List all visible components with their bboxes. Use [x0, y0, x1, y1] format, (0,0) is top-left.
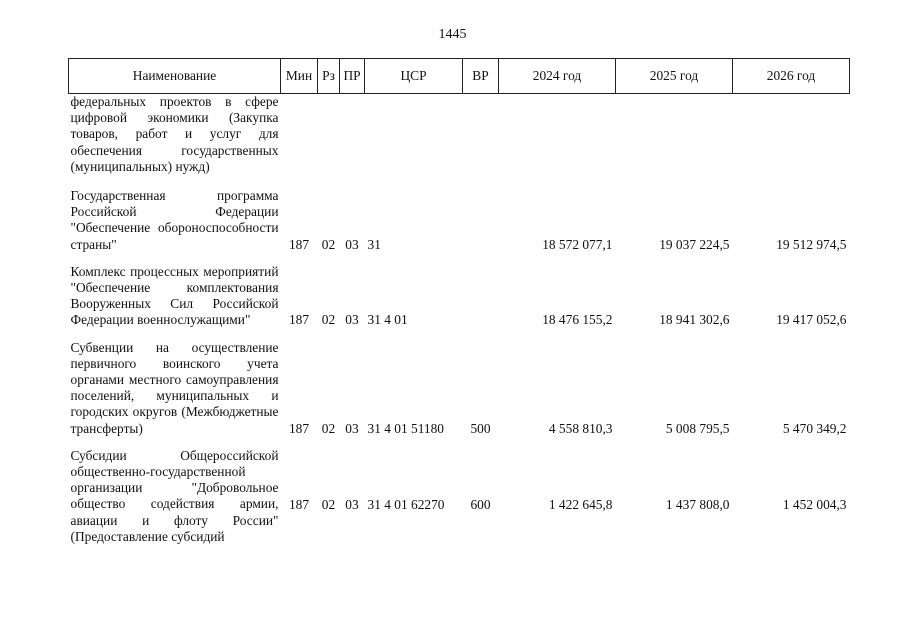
row-csr — [365, 94, 463, 186]
row-2026: 1 452 004,3 — [782, 496, 847, 512]
page-number: 1445 — [438, 27, 467, 42]
header-2026: 2026 год — [733, 59, 850, 94]
row-csr: 31 4 01 — [367, 312, 408, 328]
row-pr — [340, 94, 365, 186]
row-2025: 19 037 224,5 — [659, 236, 730, 252]
row-2024: 18 476 155,2 — [542, 312, 613, 328]
row-min: 187 — [288, 420, 310, 436]
row-min: 187 — [288, 312, 310, 328]
row-min: 187 — [288, 496, 310, 512]
row-2026 — [733, 94, 850, 186]
header-csr: ЦСР — [365, 59, 463, 94]
row-csr: 31 4 01 62270 — [367, 496, 445, 512]
row-pr: 03 — [345, 312, 359, 328]
row-name: Государственная программа Российской Федерации "Обеспечение обороноспособности страны" — [70, 188, 279, 252]
table-row — [69, 94, 850, 186]
row-name: Субсидии Общероссийской общественно-государственной организации "Добровольное общество содействия армии, авиации и флоту России" (Предоставление субсидий — [70, 447, 279, 544]
row-2025 — [616, 94, 733, 186]
row-min — [281, 94, 318, 186]
row-2026: 19 417 052,6 — [776, 312, 847, 328]
row-name: Комплекс процессных мероприятий "Обеспечение комплектования Вооруженных Сил Российской Федерации военнослужащими" — [70, 263, 279, 328]
header-pr: ПР — [340, 59, 365, 94]
header-name: Наименование — [69, 59, 281, 94]
row-name: Субвенции на осуществление первичного воинского учета органами местного самоуправления поселений, муниципальных и городских округов (Межбюджетные трансферты) — [70, 339, 279, 436]
row-vr: 600 — [470, 496, 491, 512]
row-vr — [463, 94, 499, 186]
row-pr: 03 — [345, 236, 359, 252]
row-name: федеральных проектов в сфере цифровой экономики (Закупка товаров, работ и услуг для обеспечения государственных (муниципальных) нужд) — [70, 94, 279, 174]
table-header-row — [69, 59, 850, 94]
row-2025: 1 437 808,0 — [665, 496, 730, 512]
row-pr: 03 — [345, 420, 359, 436]
row-2026: 19 512 974,5 — [776, 236, 847, 252]
row-vr: 500 — [470, 420, 491, 436]
row-2026: 5 470 349,2 — [782, 420, 847, 436]
table-row — [69, 185, 850, 261]
row-rz: 02 — [321, 312, 336, 328]
row-pr: 03 — [345, 496, 359, 512]
row-vr — [463, 261, 499, 337]
table-row — [69, 261, 850, 337]
header-2025: 2025 год — [616, 59, 733, 94]
row-min: 187 — [288, 236, 310, 252]
row-2025: 5 008 795,5 — [665, 420, 730, 436]
row-2024: 1 422 645,8 — [548, 496, 613, 512]
row-rz: 02 — [321, 236, 336, 252]
row-rz: 02 — [321, 420, 336, 436]
row-2024 — [499, 94, 616, 186]
row-2025: 18 941 302,6 — [659, 312, 730, 328]
table-row — [69, 445, 850, 547]
header-vr: ВР — [463, 59, 499, 94]
header-min: Мин — [281, 59, 318, 94]
budget-table — [68, 58, 850, 547]
header-2024: 2024 год — [499, 59, 616, 94]
row-vr — [463, 185, 499, 261]
row-2024: 4 558 810,3 — [548, 420, 613, 436]
table-row — [69, 337, 850, 445]
row-csr: 31 — [367, 236, 381, 252]
row-csr: 31 4 01 51180 — [367, 420, 444, 436]
row-2024: 18 572 077,1 — [542, 236, 613, 252]
row-rz — [318, 94, 340, 186]
header-rz: Рз — [318, 59, 340, 94]
row-rz: 02 — [321, 496, 336, 512]
